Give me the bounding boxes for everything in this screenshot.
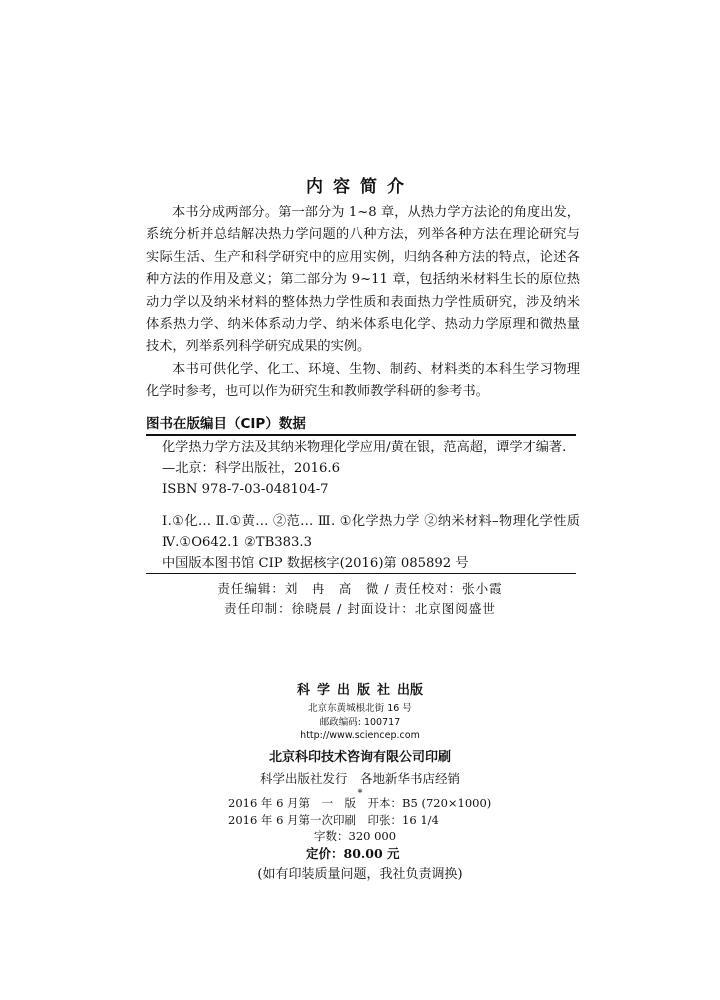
price: 定价：80.00 元	[306, 845, 400, 861]
edition-info	[228, 795, 528, 862]
quality-notice: (如有印装质量问题，我社负责调换)	[257, 867, 463, 882]
printer-name: 北京科印技术咨询有限公司	[268, 749, 425, 765]
publisher-name: 科学出版社	[296, 683, 397, 698]
imprint-block	[0, 680, 720, 799]
cip-classification: Ⅰ.①化… Ⅱ.①黄… ②范… Ⅲ. ①化学热力学 ②纳米材料–物理化学性质 Ⅳ.①O642.1 ②TB383.3	[162, 514, 580, 551]
staff-credits	[0, 579, 720, 619]
edition-first-line: 2016 年 6 月第 一 版 开本：B5 (720×1000)	[228, 796, 492, 810]
publisher-website: http://www.sciencep.com	[300, 730, 420, 741]
cip-top-rule	[146, 434, 576, 436]
publisher-postcode: 邮政编码: 100717	[319, 716, 401, 728]
printer-suffix: 印刷	[425, 749, 452, 765]
cip-title-line: 化学热力学方法及其纳米物理化学应用/黄在银，范高超，谭学才编著.	[162, 440, 567, 455]
cip-record	[162, 438, 580, 575]
cip-record-number: 中国版本图书馆 CIP 数据核字(2016)第 085892 号	[162, 555, 469, 571]
cip-bottom-rule	[146, 573, 576, 574]
summary-paragraph-2: 本书可供化学、化工、环境、生物、制药、材料类的本科生学习物理化学时参考，也可以作为研究生和教师教学科研的参考书。	[146, 361, 580, 400]
summary-paragraph-1: 本书分成两部分。第一部分为 1~8 章，从热力学方法论的角度出发，系统分析并总结解决热力学问题的八种方法，列举各种方法在理论研究与实际生活、生产和科学研究中的应用实例，归纳各种方法的特点，论述各种方法的作用及意义；第二部分为 9~11 章，包括纳米材料生长的原位热动力学以及纳米材料的整体热力学性质和表面热力学性质研究，涉及纳米体系热力学、纳米体系动力学、纳米体系电化学、热动力学原理和微热量技术，列举系列科学研究成果的实例。	[146, 205, 580, 355]
summary-title: 内容简介	[306, 177, 414, 197]
separator-asterisk: *	[357, 787, 363, 799]
cip-publish-line: —北京：科学出版社，2016.6	[162, 460, 341, 476]
cip-spacer	[162, 500, 580, 512]
staff-line-production: 责任印制：徐晓晨 / 封面设计：北京图阅盛世	[224, 601, 496, 616]
publisher-line	[0, 680, 720, 702]
distribution-line: 科学出版社发行 各地新华书店经销	[259, 770, 460, 786]
publisher-address: 北京东黄城根北街 16 号	[308, 703, 412, 714]
cip-heading: 图书在版编目（CIP）数据	[146, 416, 306, 432]
staff-line-editors: 责任编辑：刘 冉 高 微 / 责任校对：张小霞	[217, 581, 503, 596]
summary-body	[146, 202, 580, 404]
edition-print-line: 2016 年 6 月第一次印刷 印张：16 1/4	[228, 812, 439, 827]
publisher-suffix: 出版	[397, 683, 424, 698]
printer-line	[0, 747, 720, 769]
cip-isbn: ISBN 978-7-03-048104-7	[162, 481, 329, 497]
word-count: 字数：320 000	[314, 829, 397, 843]
